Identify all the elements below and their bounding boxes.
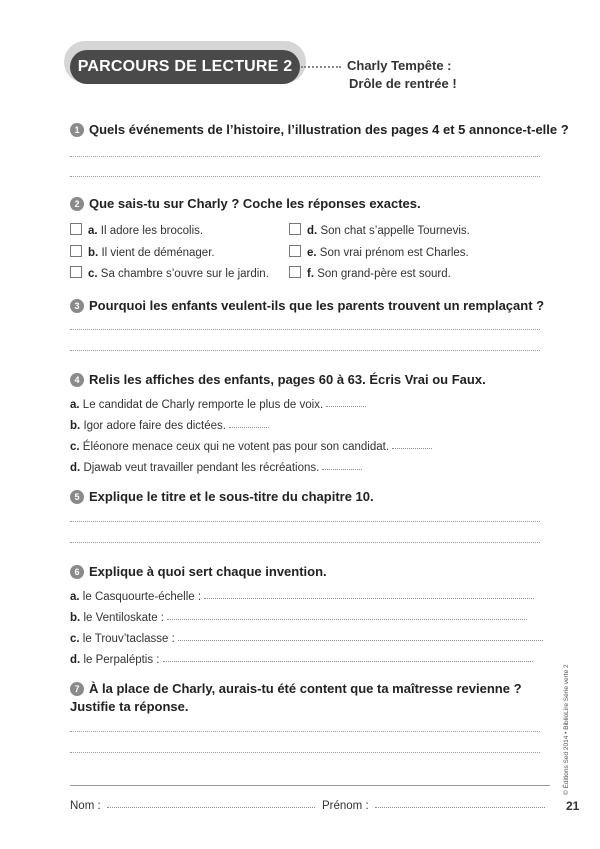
answer-line[interactable] <box>70 329 540 330</box>
question-7 <box>70 680 522 716</box>
question-5 <box>70 488 374 506</box>
invention-item-b <box>70 610 527 625</box>
item-letter: b. <box>70 420 81 432</box>
item-text: le Casquourte-échelle : <box>82 591 202 603</box>
answer-blank[interactable] <box>229 418 269 428</box>
question-number-badge: 1 <box>70 123 84 137</box>
true-false-item-b <box>70 418 269 433</box>
answer-line[interactable] <box>70 350 540 351</box>
name-label: Nom : <box>70 800 101 812</box>
item-letter: a. <box>70 399 80 411</box>
firstname-field[interactable] <box>322 798 545 812</box>
true-false-item-d <box>70 460 362 475</box>
option-letter: e. <box>307 247 317 259</box>
page-number: 21 <box>566 799 580 813</box>
answer-blank[interactable] <box>163 652 533 662</box>
checkbox[interactable] <box>70 266 82 278</box>
item-letter: b. <box>70 612 81 624</box>
answer-blank[interactable] <box>326 397 366 407</box>
item-letter: d. <box>70 654 81 666</box>
true-false-item-a <box>70 397 366 412</box>
answer-blank[interactable] <box>178 631 543 641</box>
question-text: Relis les affiches des enfants, pages 60 à 63. Écris Vrai ou Faux. <box>89 372 486 387</box>
item-text: Igor adore faire des dictées. <box>83 420 226 432</box>
item-text: Éléonore menace ceux qui ne votent pas pour son candidat. <box>82 441 390 453</box>
option-letter: d. <box>307 225 318 237</box>
checkbox-option-a[interactable] <box>70 223 203 238</box>
answer-blank[interactable] <box>392 439 432 449</box>
answer-line[interactable] <box>70 731 540 732</box>
answer-line[interactable] <box>70 176 540 177</box>
checkbox[interactable] <box>70 223 82 235</box>
item-letter: d. <box>70 462 81 474</box>
question-number-badge: 7 <box>70 682 84 696</box>
answer-line[interactable] <box>70 156 540 157</box>
answer-line[interactable] <box>70 521 540 522</box>
firstname-blank[interactable] <box>375 798 545 808</box>
checkbox[interactable] <box>289 223 301 235</box>
name-field[interactable] <box>70 798 315 812</box>
title-connector-dots <box>301 66 341 68</box>
option-text: Son grand-père est sourd. <box>317 268 451 280</box>
question-number-badge: 2 <box>70 197 84 211</box>
item-text: Djawab veut travailler pendant les récréations. <box>83 462 320 474</box>
question-number-badge: 5 <box>70 490 84 504</box>
chapter-title-line1: Charly Tempête : <box>347 58 452 73</box>
checkbox-option-b[interactable] <box>70 245 215 260</box>
answer-line[interactable] <box>70 752 540 753</box>
footer-divider <box>70 785 550 786</box>
copyright-notice: © Éditions Sed 2014 • BiblioLire Série verte 2 <box>563 664 570 795</box>
option-text: Sa chambre s’ouvre sur le jardin. <box>100 268 269 280</box>
question-text: Pourquoi les enfants veulent-ils que les parents trouvent un remplaçant ? <box>89 298 545 313</box>
answer-line[interactable] <box>70 542 540 543</box>
option-text: Il vient de déménager. <box>101 247 215 259</box>
chapter-title-line2: Drôle de rentrée ! <box>349 76 457 91</box>
invention-item-c <box>70 631 543 646</box>
checkbox-option-d[interactable] <box>289 223 470 238</box>
invention-item-a <box>70 589 534 604</box>
item-letter: c. <box>70 633 80 645</box>
checkbox-option-f[interactable] <box>289 266 451 281</box>
answer-blank[interactable] <box>322 460 362 470</box>
option-letter: c. <box>88 268 98 280</box>
question-text: Que sais-tu sur Charly ? Coche les réponses exactes. <box>89 196 421 211</box>
question-number-badge: 4 <box>70 373 84 387</box>
question-text: Explique le titre et le sous-titre du chapitre 10. <box>89 489 374 504</box>
item-letter: c. <box>70 441 80 453</box>
question-text: Explique à quoi sert chaque invention. <box>89 564 327 579</box>
item-text: Le candidat de Charly remporte le plus de voix. <box>82 399 324 411</box>
item-letter: a. <box>70 591 80 603</box>
question-text-line1: À la place de Charly, aurais-tu été content que ta maîtresse revienne ? <box>89 681 522 696</box>
option-letter: b. <box>88 247 99 259</box>
question-2 <box>70 195 421 213</box>
option-text: Son vrai prénom est Charles. <box>319 247 469 259</box>
option-letter: a. <box>88 225 98 237</box>
question-number-badge: 6 <box>70 565 84 579</box>
name-blank[interactable] <box>107 798 315 808</box>
checkbox[interactable] <box>70 245 82 257</box>
chapter-title <box>347 57 457 93</box>
question-text: Quels événements de l’histoire, l’illustration des pages 4 et 5 annonce-t-elle ? <box>89 122 569 137</box>
answer-blank[interactable] <box>204 589 534 599</box>
checkbox-option-c[interactable] <box>70 266 269 281</box>
option-letter: f. <box>307 268 315 280</box>
item-text: le Perpaléptis : <box>83 654 160 666</box>
option-text: Son chat s’appelle Tournevis. <box>320 225 470 237</box>
item-text: le Ventiloskate : <box>83 612 164 624</box>
question-1 <box>70 121 569 139</box>
question-number-badge: 3 <box>70 299 84 313</box>
question-text-line2: Justifie ta réponse. <box>70 699 189 714</box>
invention-item-d <box>70 652 533 667</box>
question-4 <box>70 371 486 389</box>
true-false-item-c <box>70 439 432 454</box>
checkbox[interactable] <box>289 245 301 257</box>
checkbox[interactable] <box>289 266 301 278</box>
question-6 <box>70 563 327 581</box>
option-text: Il adore les brocolis. <box>100 225 204 237</box>
item-text: le Trouv’taclasse : <box>82 633 175 645</box>
question-3 <box>70 297 544 315</box>
section-title-badge: PARCOURS DE LECTURE 2 <box>70 50 300 84</box>
firstname-label: Prénom : <box>322 800 369 812</box>
checkbox-option-e[interactable] <box>289 245 469 260</box>
answer-blank[interactable] <box>167 610 527 620</box>
